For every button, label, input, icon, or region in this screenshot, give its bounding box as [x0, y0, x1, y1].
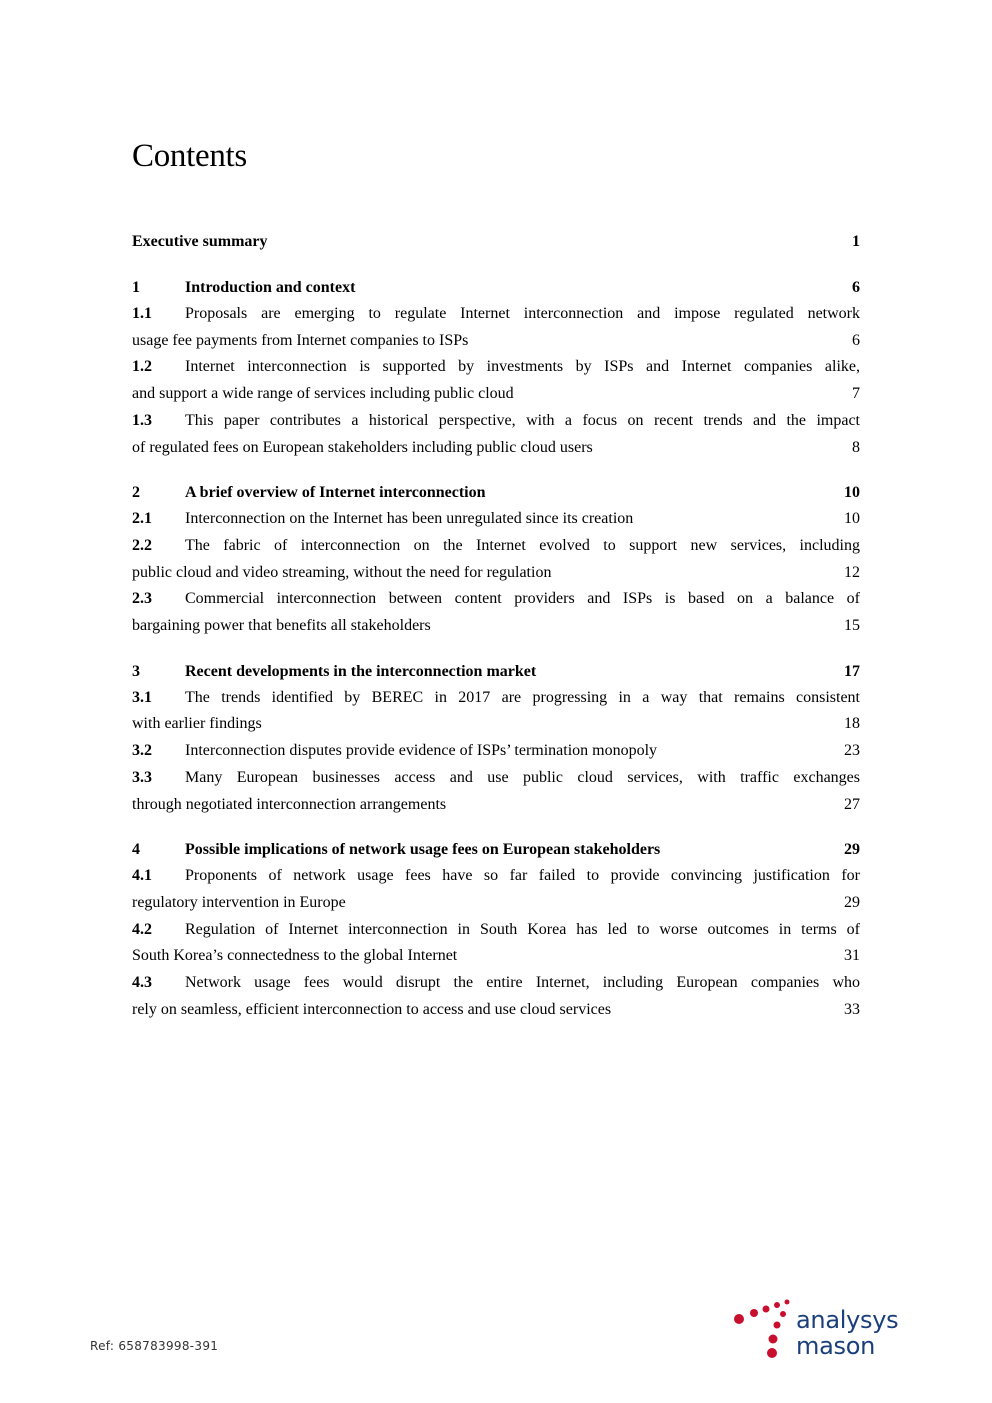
toc-section-title-line1: Interconnection on the Internet has been unregulated since its creation: [185, 510, 634, 528]
toc-chapter: [132, 480, 860, 640]
toc-section-title-line1: Interconnection disputes provide evidence of ISPs’ termination monopoly: [185, 742, 658, 760]
toc-section-title-line2: South Korea’s connectedness to the global Internet: [132, 947, 458, 965]
toc-chapter-title: Possible implications of network usage fees on European stakeholders: [185, 841, 661, 859]
toc-section-title-line2: regulatory intervention in Europe: [132, 893, 346, 911]
toc-section-page: 27: [844, 795, 860, 813]
toc-section-entry[interactable]: [132, 970, 860, 1023]
toc-section-title-line2: bargaining power that benefits all stakeholders: [132, 617, 431, 635]
toc-section-title-line2: public cloud and video streaming, without the need for regulation: [132, 563, 552, 581]
logo-dot: [780, 1311, 786, 1317]
toc-section-title-line1: Proposals are emerging to regulate Internet interconnection and impose regulated network: [185, 305, 860, 322]
toc-section-number: 2.1: [132, 510, 152, 528]
toc-chapter-page: 10: [844, 484, 860, 502]
toc-executive-summary-page: 1: [852, 233, 860, 250]
toc-section-page: 31: [844, 947, 860, 965]
logo-dot: [767, 1348, 777, 1358]
toc-section-title-line2: through negotiated interconnection arrangements: [132, 795, 447, 813]
toc-section-page: 23: [844, 742, 860, 760]
toc-section-number: 4.1: [132, 867, 152, 885]
toc-section-number: 3.1: [132, 688, 152, 706]
logo-dot: [769, 1335, 778, 1344]
toc-section-number: 3.3: [132, 768, 152, 786]
footer-reference: Ref: 658783998-391: [90, 1339, 219, 1353]
logo-dot: [763, 1306, 770, 1313]
toc-chapter-title: Recent developments in the interconnection market: [185, 662, 537, 680]
toc-executive-summary-label: Executive summary: [132, 233, 268, 250]
toc-section-page: 7: [852, 385, 860, 403]
toc-chapters: [132, 275, 860, 1023]
toc-section-title-line1: The fabric of interconnection on the Internet evolved to support new services, including: [185, 536, 860, 554]
toc-section-title-line1: The trends identified by BEREC in 2017 are progressing in a way that remains consistent: [185, 688, 860, 706]
toc-section-number: 2.2: [132, 536, 152, 554]
logo-dot: [750, 1309, 758, 1317]
logo-dot: [734, 1314, 744, 1324]
toc-section-entry[interactable]: [132, 685, 860, 738]
toc-section-title-line1: Internet interconnection is supported by investments by ISPs and Internet companies alike,: [185, 358, 860, 376]
toc-section-entry[interactable]: [132, 765, 860, 818]
toc-section-entry[interactable]: [132, 354, 860, 407]
toc-section-page: 18: [844, 715, 860, 733]
toc-section-title-line1: Many European businesses access and use public cloud services, with traffic exchanges: [185, 768, 860, 786]
logo-text-analysys: analysys: [796, 1306, 899, 1334]
toc-chapter: [132, 275, 860, 461]
toc-chapter-page: 6: [852, 279, 860, 296]
toc-section-number: 3.2: [132, 742, 152, 760]
toc-section-title-line2: with earlier findings: [132, 715, 262, 733]
toc-section-title-line1: Network usage fees would disrupt the entire Internet, including European companies who: [185, 974, 860, 992]
toc-chapter-page: 17: [844, 662, 860, 680]
toc-section-entry[interactable]: [132, 586, 860, 639]
toc-chapter: [132, 659, 860, 819]
logo-dots-icon: [732, 1298, 794, 1360]
toc-section-number: 4.3: [132, 974, 152, 992]
toc-chapter-title: A brief overview of Internet interconnection: [185, 484, 486, 502]
toc-chapter-number: 3: [132, 662, 140, 680]
logo-dot: [774, 1302, 780, 1308]
toc-executive-summary[interactable]: [132, 228, 860, 255]
toc-chapter-number: 4: [132, 841, 140, 859]
toc-section-entry[interactable]: [132, 533, 860, 586]
toc-section-number: 2.3: [132, 590, 152, 608]
toc-section-entry[interactable]: [132, 917, 860, 970]
toc-chapter-number: 1: [132, 279, 140, 296]
toc-section-title-line2: of regulated fees on European stakeholders including public cloud users: [132, 438, 593, 456]
toc-section-entry[interactable]: [132, 506, 860, 533]
toc-section-entry[interactable]: [132, 408, 860, 461]
toc-chapter-heading[interactable]: [132, 659, 860, 685]
toc-section-page: 10: [844, 510, 860, 528]
toc-section-number: 1.1: [132, 305, 152, 322]
analysys-mason-logo: [732, 1298, 922, 1360]
toc-section-title-line1: Commercial interconnection between content providers and ISPs is based on a balance of: [185, 590, 860, 608]
toc-section-entry[interactable]: [132, 301, 860, 354]
table-of-contents: [132, 228, 860, 1042]
toc-section-title-line1: Proponents of network usage fees have so far failed to provide convincing justification for: [185, 867, 860, 885]
toc-chapter-heading[interactable]: [132, 480, 860, 506]
toc-section-entry[interactable]: [132, 738, 860, 765]
toc-chapter-title: Introduction and context: [185, 279, 356, 296]
toc-section-page: 15: [844, 617, 860, 635]
toc-section-page: 8: [852, 438, 860, 456]
page-title: Contents: [132, 138, 247, 174]
logo-text-mason: mason: [796, 1332, 875, 1360]
toc-section-page: 6: [852, 331, 860, 349]
toc-section-page: 29: [844, 893, 860, 911]
toc-section-title-line1: Regulation of Internet interconnection in South Korea has led to worse outcomes in terms of: [185, 920, 860, 938]
toc-section-page: 33: [844, 1000, 860, 1018]
toc-section-title-line2: rely on seamless, efficient interconnection to access and use cloud services: [132, 1000, 612, 1018]
toc-chapter: [132, 837, 860, 1023]
toc-chapter-page: 29: [844, 841, 860, 859]
toc-section-number: 1.2: [132, 358, 152, 376]
toc-section-title-line1: This paper contributes a historical perspective, with a focus on recent trends and the impact: [185, 411, 860, 429]
toc-section-entry[interactable]: [132, 863, 860, 916]
toc-section-number: 1.3: [132, 411, 152, 429]
toc-chapter-heading[interactable]: [132, 837, 860, 863]
toc-section-page: 12: [844, 563, 860, 581]
toc-chapter-heading[interactable]: [132, 275, 860, 301]
logo-dot: [774, 1322, 781, 1329]
toc-section-title-line2: usage fee payments from Internet companies to ISPs: [132, 331, 469, 349]
toc-section-number: 4.2: [132, 920, 152, 938]
toc-section-title-line2: and support a wide range of services including public cloud: [132, 385, 514, 403]
toc-chapter-number: 2: [132, 484, 140, 502]
logo-dot: [785, 1300, 790, 1305]
